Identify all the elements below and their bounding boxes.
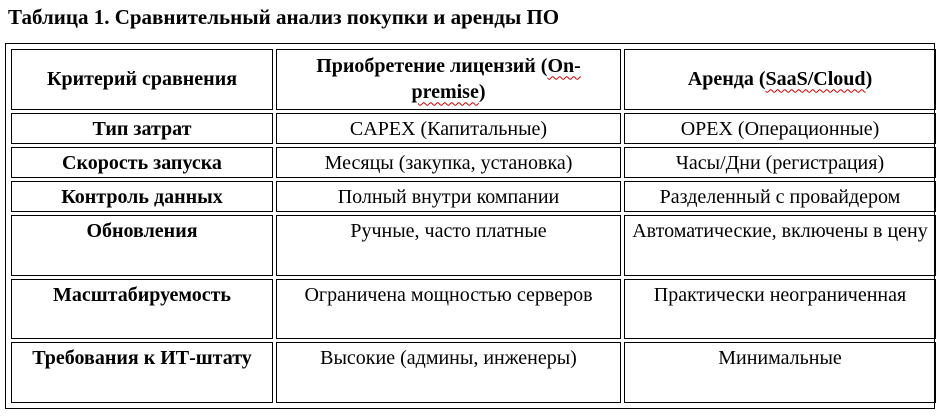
row-criterion: Контроль данных: [11, 181, 273, 212]
table-row: [11, 147, 936, 178]
row-purchase: Месяцы (закупка, установка): [276, 147, 621, 178]
header-rent-label: [688, 68, 872, 90]
header-criterion: [11, 49, 273, 110]
row-rent: OPEX (Операционные): [624, 113, 936, 144]
header-rent-saas: SaaS/Cloud: [765, 68, 866, 91]
row-criterion: Масштабируемость: [11, 279, 273, 340]
header-purchase-onprem: On-: [547, 55, 581, 78]
row-purchase: Ручные, часто платные: [276, 215, 621, 276]
row-criterion: Скорость запуска: [11, 147, 273, 178]
header-rent-text: Аренда (: [687, 68, 766, 91]
table-row: [11, 181, 936, 212]
row-rent: Практически неограниченная: [624, 279, 936, 340]
row-purchase: CAPEX (Капитальные): [276, 113, 621, 144]
table-row: [11, 215, 936, 276]
header-rent: [624, 49, 936, 110]
header-purchase: [276, 49, 621, 110]
row-criterion: Обновления: [11, 215, 273, 276]
table-row: [11, 279, 936, 340]
row-criterion: Тип затрат: [11, 113, 273, 144]
table-caption: Таблица 1. Сравнительный анализ покупки и аренды ПО: [8, 5, 560, 29]
header-purchase-text: Приобретение лицензий (: [316, 55, 548, 78]
header-purchase-close: ): [478, 81, 486, 104]
header-criterion-label: Критерий сравнения: [46, 68, 238, 91]
table-header-row: [11, 49, 936, 110]
row-rent: Часы/Дни (регистрация): [624, 147, 936, 178]
comparison-table: [5, 43, 935, 409]
row-rent: Минимальные: [624, 342, 936, 403]
table-row: [11, 113, 936, 144]
header-purchase-label: [316, 55, 581, 103]
header-rent-close: ): [865, 68, 873, 91]
comparison-table-grid: [8, 46, 939, 406]
table-row: [11, 342, 936, 403]
header-purchase-premise: premise: [411, 81, 479, 104]
row-purchase: Ограничена мощностью серверов: [276, 279, 621, 340]
row-criterion: Требования к ИТ-штату: [11, 342, 273, 403]
row-purchase: Высокие (админы, инженеры): [276, 342, 621, 403]
row-rent: Автоматические, включены в цену: [624, 215, 936, 276]
row-purchase: Полный внутри компании: [276, 181, 621, 212]
row-rent: Разделенный с провайдером: [624, 181, 936, 212]
